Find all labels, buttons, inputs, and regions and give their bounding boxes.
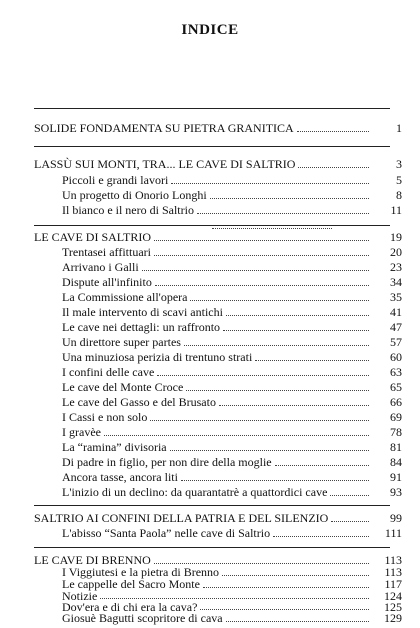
dot-leader: [203, 577, 369, 588]
entry-title: Una minuziosa perizia di trentuno strati: [62, 350, 253, 364]
dot-leader: [219, 395, 369, 406]
dot-leader: [330, 485, 369, 496]
page-number: 47: [390, 320, 402, 334]
dot-leader: [226, 611, 369, 622]
toc-entry: [34, 525, 402, 541]
dot-leader: [212, 218, 332, 229]
entry-title: L'abisso “Santa Paola” nelle cave di Saltrio: [62, 526, 271, 540]
toc-entry: [34, 289, 402, 305]
dot-leader: [157, 365, 369, 376]
entry-title: Giosuè Bagutti scopritore di cava: [62, 611, 223, 625]
page-number: 78: [390, 425, 402, 439]
page-number: 60: [390, 350, 402, 364]
section-divider: [34, 505, 390, 506]
dot-leader: [150, 410, 369, 421]
page-number: 111: [384, 526, 402, 540]
entry-title: La Commissione all'opera: [62, 290, 188, 304]
dot-leader: [184, 335, 369, 346]
toc-entry: [34, 439, 402, 455]
page-number: 11: [390, 203, 402, 217]
toc-section: [34, 120, 402, 136]
page-number: 8: [396, 188, 402, 202]
page-number: 63: [390, 365, 402, 379]
page-number: 66: [390, 395, 402, 409]
entry-title: Il bianco e il nero di Saltrio: [62, 203, 194, 217]
entry-title: Le cappelle del Sacro Monte: [62, 577, 200, 592]
page-number: 41: [390, 305, 402, 319]
section-title: LASSÙ SUI MONTI, TRA... LE CAVE DI SALTRIO: [34, 157, 296, 171]
toc-section: [34, 156, 402, 172]
entry-title: I Cassi e non solo: [62, 410, 148, 424]
dot-leader: [210, 188, 369, 199]
page-number: 57: [390, 335, 402, 349]
toc-entry: [34, 202, 402, 218]
dot-leader: [181, 470, 369, 481]
page-number: 65: [390, 380, 402, 394]
dot-leader: [223, 320, 369, 331]
entry-title: Il male intervento di scavi antichi: [62, 305, 223, 319]
dot-leader: [273, 526, 369, 537]
page-number: 129: [384, 611, 402, 625]
toc-entry: [34, 334, 402, 350]
page-number: 113: [384, 553, 402, 567]
entry-title: Dispute all'infinito: [62, 275, 152, 289]
dot-leader: [331, 511, 369, 522]
toc-entry: [34, 379, 402, 395]
toc-entry: [34, 394, 402, 410]
page-number: 117: [384, 577, 402, 592]
entry-title: I gravèe: [62, 425, 101, 439]
dot-leader: [104, 425, 369, 436]
dot-leader: [154, 553, 369, 564]
toc-entry: [34, 304, 402, 320]
entry-title: Di padre in figlio, per non dire della moglie: [62, 455, 272, 469]
dot-leader: [222, 565, 369, 576]
entry-title: Un progetto di Onorio Longhi: [62, 188, 207, 202]
section-title: LE CAVE DI SALTRIO: [34, 230, 152, 244]
entry-title: I Viggiutesi e la pietra di Brenno: [62, 565, 220, 580]
dot-leader: [190, 290, 369, 301]
entry-title: L'inizio di un declino: da quarantatrè a quattordici cave: [62, 485, 328, 499]
toc-entry: [34, 610, 402, 626]
entry-title: I confini delle cave: [62, 365, 155, 379]
page-number: 19: [390, 230, 402, 244]
entry-title: Le cave del Gasso e del Brusato: [62, 395, 216, 409]
section-divider: [34, 146, 390, 147]
page-number: 69: [390, 410, 402, 424]
entry-title: Piccoli e grandi lavori: [62, 173, 169, 187]
toc-entry: [34, 259, 402, 275]
toc-entry: [34, 319, 402, 335]
page-number: 124: [384, 588, 402, 603]
page-number: 3: [396, 157, 402, 171]
page-number: 93: [390, 485, 402, 499]
page-number: 125: [384, 599, 402, 614]
entry-title: Ancora tasse, ancora liti: [62, 470, 178, 484]
toc-section: [34, 229, 402, 245]
page-title: INDICE: [181, 22, 239, 38]
dot-leader: [297, 121, 369, 132]
entry-title: Dov'era e di chi era la cava?: [62, 599, 198, 614]
toc-entry: [34, 274, 402, 290]
page-number: 5: [396, 173, 402, 187]
section-divider: [34, 225, 390, 226]
dot-leader: [226, 305, 369, 316]
dot-leader: [171, 173, 369, 184]
page-number: 1: [396, 121, 402, 135]
section-title: SOLIDE FONDAMENTA SU PIETRA GRANITICA: [34, 121, 294, 135]
entry-title: Trentasei affittuari: [62, 245, 151, 259]
dot-leader: [155, 275, 369, 286]
entry-title: La “ramina” divisoria: [62, 440, 167, 454]
page-number: 34: [390, 275, 402, 289]
page-number: 91: [390, 470, 402, 484]
page-number: 84: [390, 455, 402, 469]
page-number: 81: [390, 440, 402, 454]
dot-leader: [142, 260, 369, 271]
entry-title: Arrivano i Galli: [62, 260, 139, 274]
page-number: 23: [390, 260, 402, 274]
dot-leader: [154, 245, 369, 256]
page-number: 20: [390, 245, 402, 259]
entry-title: Le cave del Monte Croce: [62, 380, 184, 394]
entry-title: Un direttore super partes: [62, 335, 181, 349]
toc-entry: [34, 187, 402, 203]
dot-leader: [197, 203, 369, 214]
page-number: 35: [390, 290, 402, 304]
toc-entry: [34, 364, 402, 380]
dot-leader: [154, 230, 369, 241]
dot-leader: [275, 455, 369, 466]
dot-leader: [170, 440, 369, 451]
dot-leader: [186, 380, 369, 391]
section-title: SALTRIO AI CONFINI DELLA PATRIA E DEL SILENZIO: [34, 511, 329, 525]
toc-entry: [34, 424, 402, 440]
toc-entry: [34, 349, 402, 365]
toc-entry: [34, 454, 402, 470]
entry-title: Notizie: [62, 588, 98, 603]
dot-leader: [298, 157, 369, 168]
dot-leader: [100, 588, 369, 599]
toc-entry: [34, 409, 402, 425]
dot-leader: [200, 599, 369, 610]
toc-entry: [34, 469, 402, 485]
toc-entry: [34, 484, 402, 500]
entry-title: Le cave nei dettagli: un raffronto: [62, 320, 221, 334]
page-number: 99: [390, 511, 402, 525]
toc-entry: [34, 244, 402, 260]
toc-section: [34, 510, 402, 526]
section-title: LE CAVE DI BRENNO: [34, 553, 151, 567]
dot-leader: [255, 350, 369, 361]
page-number: 113: [384, 565, 402, 580]
section-divider: [34, 108, 390, 109]
section-divider: [34, 547, 390, 548]
toc-entry: [34, 172, 402, 188]
